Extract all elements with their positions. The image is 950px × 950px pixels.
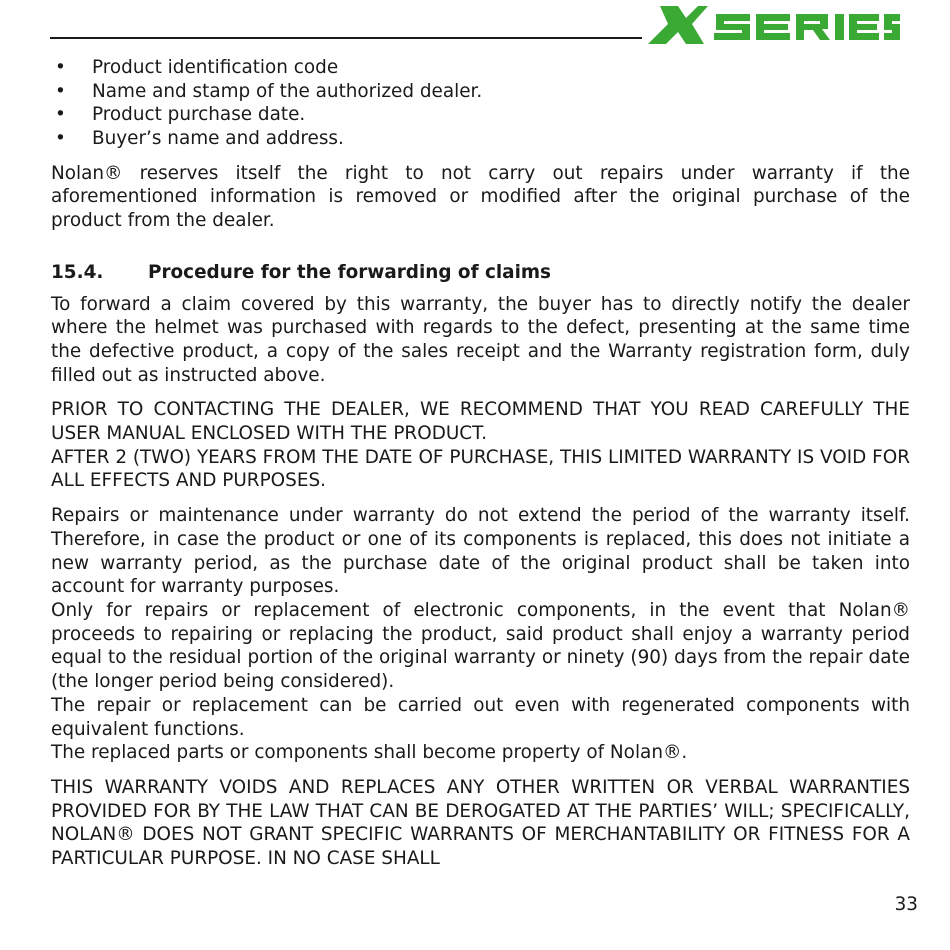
paragraph-repairs-period: Repairs or maintenance under warranty do not extend the period of the warranty itself. Therefore, in case the product or one of its components is replaced, this does not initiate a new warranty period, as the purchase date of the original product shall be taken into account for warranty purposes. (51, 505, 910, 598)
paragraph-warranty-disclaimer: THIS WARRANTY VOIDS AND REPLACES ANY OTHER WRITTEN OR VERBAL WARRANTIES PROVIDED FOR BY THE LAW THAT CAN BE DEROGATED AT THE PARTIES’ WILL; SPECIFICALLY, NOLAN® DOES NOT GRANT SPECIFIC WARRANTS OF MERCHANTABILITY OR FITNESS FOR A PARTICULAR PURPOSE. IN NO CASE SHALL (51, 776, 910, 870)
bullet-icon: • (55, 104, 66, 126)
list-item: • Product identification code (55, 57, 339, 78)
header-rule (50, 37, 642, 39)
document-body (51, 56, 910, 871)
section-title: Procedure for the forwarding of claims (148, 261, 551, 283)
paragraph-claim-procedure: To forward a claim covered by this warranty, the buyer has to directly notify the dealer where the helmet was purchased with regards to the defect, presenting at the same time the defective product, a copy of the sales receipt and the Warranty registration form, duly filled out as instructed above. (51, 293, 910, 386)
paragraph-read-manual: PRIOR TO CONTACTING THE DEALER, WE RECOMMEND THAT YOU READ CAREFULLY THE USER MANUAL ENCLOSED WITH THE PRODUCT. (51, 399, 910, 445)
paragraph-warranty-void: AFTER 2 (TWO) YEARS FROM THE DATE OF PURCHASE, THIS LIMITED WARRANTY IS VOID FOR ALL EFFECTS AND PURPOSES. (51, 446, 910, 492)
page-number: 33 (894, 894, 918, 915)
list-item: • Product purchase date. (55, 104, 306, 126)
requirements-list (51, 56, 910, 151)
paragraph-electronic-components: Only for repairs or replacement of electronic components, in the event that Nolan® proceeds to repairing or replacing the product, said product shall enjoy a warranty period equal to the residual portion of the original warranty or ninety (90) days from the repair date (the longer period being considered). (51, 600, 910, 693)
paragraph-replaced-parts: The replaced parts or components shall become property of Nolan®. (51, 742, 688, 764)
section-number: 15.4. (51, 261, 104, 283)
list-item: • Name and stamp of the authorized dealer. (55, 80, 483, 102)
list-item: • Buyer’s name and address. (55, 128, 344, 150)
paragraph-info-removal: Nolan® reserves itself the right to not carry out repairs under warranty if the aforementioned information is removed or modified after the original purchase of the product from the dealer. (51, 162, 910, 232)
paragraph-regenerated-components: The repair or replacement can be carried out even with regenerated components with equivalent functions. (51, 694, 910, 740)
section-heading (51, 261, 910, 285)
xseries-logo (646, 2, 902, 48)
bullet-icon: • (55, 57, 66, 78)
bullet-icon: • (55, 128, 66, 150)
bullet-icon: • (55, 80, 66, 102)
